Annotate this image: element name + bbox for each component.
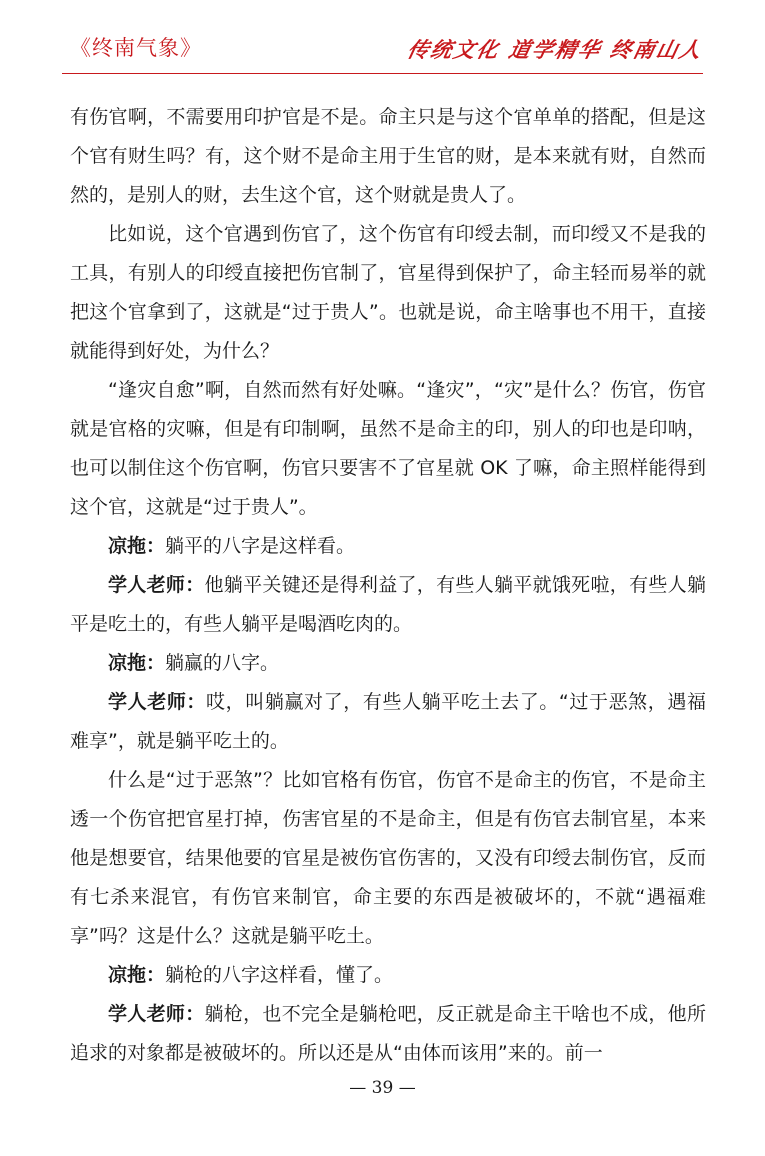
speaker-label: 学人老师：: [108, 574, 205, 596]
dialogue-text: 躺枪的八字这样看，懂了。: [165, 964, 394, 986]
header-title: 《终南气象》: [70, 36, 202, 60]
paragraph-text: 什么是“过于恶煞”？比如官格有伤官，伤官不是命主的伤官，不是命主透一个伤官把官星打掉，伤害官星的不是命主，但是有伤官去制官星，本来他是想要官，结果他要的官星是被伤官伤害的，又没有印绶去制伤官，反而有七杀来混官，有伤官来制官，命主要的东西是被破坏的，不就“遇福难享”吗？这是什么？这就是躺平吃土。: [70, 769, 706, 947]
dialogue-text: 躺平的八字是这样看。: [165, 535, 356, 557]
dialogue-line: [70, 566, 706, 644]
dialogue-line: [70, 527, 706, 566]
speaker-label: 凉拖：: [108, 535, 166, 557]
dialogue-text: 躺赢的八字。: [165, 652, 280, 674]
paragraph-text: 有伤官啊，不需要用印护官是不是。命主只是与这个官单单的搭配，但是这个官有财生吗？有，这个财不是命主用于生官的财，是本来就有财，自然而然的，是别人的财，去生这个官，这个财就是贵人了。: [70, 106, 706, 206]
paragraph: [70, 98, 706, 215]
dialogue-line: [70, 995, 706, 1073]
header-motto: 传统文化 道学精华 终南山人: [405, 37, 706, 62]
dialogue-line: [70, 956, 706, 995]
speaker-label: 凉拖：: [108, 964, 166, 986]
dialogue-line: [70, 644, 706, 683]
header-divider: [62, 73, 703, 74]
paragraph-text: 比如说，这个官遇到伤官了，这个伤官有印绶去制，而印绶又不是我的工具，有别人的印绶直接把伤官制了，官星得到保护了，命主轻而易举的就把这个官拿到了，这就是“过于贵人”。也就是说，命主啥事也不用干，直接就能得到好处，为什么？: [70, 223, 706, 362]
paragraph-text: “逢灾自愈”啊，自然而然有好处嘛。“逢灾”，“灾”是什么？伤官，伤官就是官格的灾嘛，但是有印制啊，虽然不是命主的印，别人的印也是印呐，也可以制住这个伤官啊，伤官只要害不了官星就 OK 了嘛，命主照样能得到这个官，这就是“过于贵人”。: [70, 379, 706, 518]
speaker-label: 学人老师：: [108, 691, 207, 713]
body-text: [70, 98, 706, 1073]
page-number: — 39 —: [349, 1078, 416, 1098]
paragraph: [70, 215, 706, 371]
paragraph: [70, 761, 706, 956]
dialogue-text: 哎，叫躺赢对了，有些人躺平吃土去了。“过于恶煞，遇福难享”，就是躺平吃土的。: [70, 691, 706, 752]
paragraph: [70, 371, 706, 527]
dialogue-line: [70, 683, 706, 761]
speaker-label: 凉拖：: [108, 652, 166, 674]
speaker-label: 学人老师：: [108, 1003, 205, 1025]
dialogue-text: 躺枪，也不完全是躺枪吧，反正就是命主干啥也不成，他所追求的对象都是被破坏的。所以还是从“由体而该用”来的。前一: [70, 1003, 706, 1064]
dialogue-text: 他躺平关键还是得利益了，有些人躺平就饿死啦，有些人躺平是吃土的，有些人躺平是喝酒吃肉的。: [70, 574, 706, 635]
